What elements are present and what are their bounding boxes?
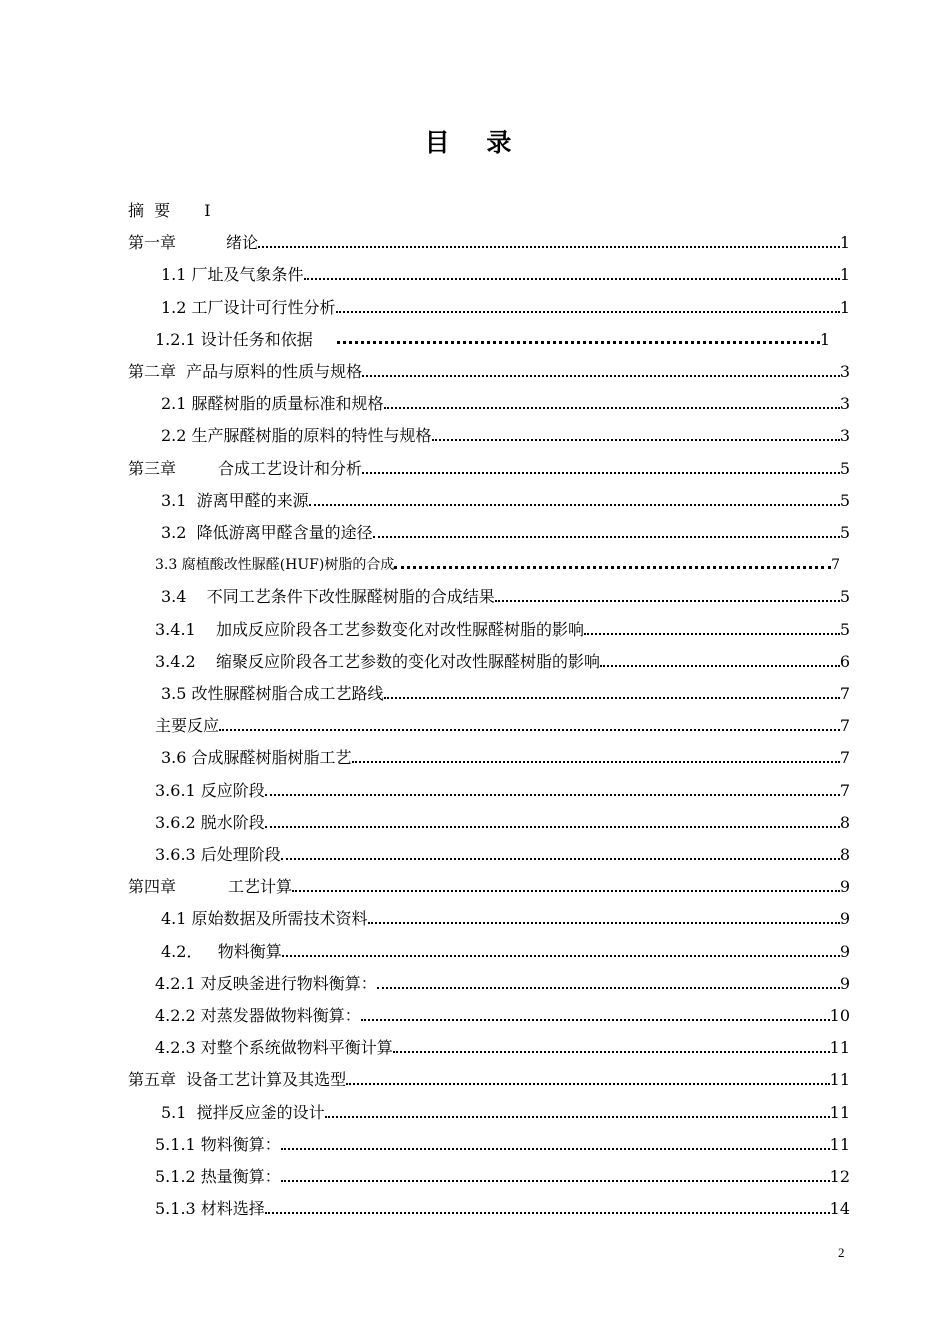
- toc-entry-page: 5: [839, 491, 850, 510]
- toc-entry-label: 3.6 合成脲醛树脂树脂工艺: [161, 748, 352, 767]
- toc-entry[interactable]: [155, 550, 840, 576]
- toc-entry[interactable]: [155, 808, 850, 834]
- toc-entry-page: 3: [839, 426, 850, 445]
- toc-entry[interactable]: [161, 389, 850, 415]
- toc-entry[interactable]: [155, 615, 850, 641]
- toc-dot-leader: [362, 355, 840, 377]
- toc-dot-leader: [352, 741, 840, 763]
- toc-entry-page: 5: [839, 587, 850, 606]
- toc-entry[interactable]: [128, 1065, 850, 1091]
- toc-entry-label: 5.1.1 物料衡算：: [155, 1135, 281, 1154]
- toc-dot-leader: [495, 580, 840, 602]
- toc-entry-label: 第三章: [128, 459, 177, 478]
- toc-entry[interactable]: [155, 969, 850, 995]
- toc-entry-abstract[interactable]: [128, 196, 328, 222]
- toc-entry-page: 5: [839, 523, 850, 542]
- toc-entry-label: 5.1.3 材料选择: [155, 1199, 265, 1218]
- toc-entry[interactable]: [155, 840, 850, 866]
- toc-entry-title: 合成工艺设计和分析: [218, 459, 363, 478]
- toc-dot-leader: [346, 1063, 829, 1085]
- toc-entry-label: 1.1 厂址及气象条件: [161, 265, 304, 284]
- toc-entry-page: 1: [839, 265, 850, 284]
- toc-entry-label: 主要反应: [155, 716, 220, 735]
- toc-entry[interactable]: [161, 486, 850, 512]
- toc-entry-label: 3.1 游离甲醛的来源: [161, 491, 309, 510]
- toc-entry-label: 第四章: [128, 877, 177, 896]
- toc-entry[interactable]: [161, 743, 850, 769]
- toc-entry[interactable]: [161, 1098, 850, 1124]
- toc-entry-page: 9: [839, 974, 850, 993]
- toc-entry-page: 8: [839, 845, 850, 864]
- toc-dot-leader: [336, 291, 840, 313]
- toc-entry-page: 7: [839, 748, 850, 767]
- toc-entry-page: 1: [819, 330, 830, 349]
- toc-entry-label: 2.1 脲醛树脂的质量标准和规格: [161, 394, 384, 413]
- toc-dot-leader: [337, 321, 820, 344]
- toc-entry-label: 3.4.2 缩聚反应阶段各工艺参数的变化对改性脲醛树脂的影响: [155, 652, 601, 671]
- toc-entry-label: 3.2 降低游离甲醛含量的途径: [161, 523, 373, 542]
- toc-entry[interactable]: [128, 454, 850, 480]
- toc-entry[interactable]: [161, 518, 850, 544]
- toc-entry-label: 3.4.1 加成反应阶段各工艺参数变化对改性脲醛树脂的影响: [155, 620, 585, 639]
- toc-dot-leader: [384, 387, 840, 409]
- page-title: 目 录: [424, 128, 526, 157]
- toc-dot-leader: [393, 1031, 830, 1053]
- toc-entry[interactable]: [155, 647, 850, 673]
- toc-entry[interactable]: [155, 1162, 850, 1188]
- toc-entry-page: 5: [839, 459, 850, 478]
- toc-entry-page: 11: [829, 1103, 850, 1122]
- toc-entry-label: 4.2.1 对反映釜进行物料衡算：: [155, 974, 377, 993]
- toc-entry-title: 工艺计算: [228, 877, 293, 896]
- toc-dot-leader: [432, 419, 840, 441]
- toc-entry[interactable]: [155, 711, 850, 737]
- toc-dot-leader: [281, 1160, 830, 1182]
- toc-entry-label: 4.2.2 对蒸发器做物料衡算：: [155, 1006, 361, 1025]
- toc-entry-label: 第二章 产品与原料的性质与规格: [128, 362, 363, 381]
- toc-entry-page: 1: [839, 233, 850, 252]
- toc-dot-leader: [377, 967, 840, 989]
- toc-dot-leader: [281, 838, 840, 860]
- toc-entry[interactable]: [155, 1194, 850, 1220]
- toc-entry[interactable]: [155, 325, 830, 351]
- toc-entry-page: 5: [839, 620, 850, 639]
- toc-entry-page: 1: [839, 298, 850, 317]
- toc-dot-leader: [362, 452, 840, 474]
- toc-dot-leader: [394, 546, 831, 569]
- toc-entry-page: 7: [839, 781, 850, 800]
- toc-dot-leader: [368, 902, 840, 924]
- toc-dot-leader: [309, 484, 840, 506]
- toc-dot-leader: [219, 709, 840, 731]
- toc-entry-page: 12: [829, 1167, 850, 1186]
- toc-entry-page: 9: [839, 877, 850, 896]
- toc-entry[interactable]: [161, 937, 850, 963]
- toc-entry[interactable]: [161, 293, 850, 319]
- toc-entry[interactable]: [161, 904, 850, 930]
- toc-entry-page: 3: [839, 394, 850, 413]
- toc-dot-leader: [282, 935, 840, 957]
- toc-entry-label: 第一章: [128, 233, 177, 252]
- toc-entry-page: 7: [831, 557, 840, 573]
- toc-dot-leader: [361, 999, 830, 1021]
- toc-entry[interactable]: [161, 421, 850, 447]
- toc-entry-label: 3.4 不同工艺条件下改性脲醛树脂的合成结果: [161, 587, 495, 606]
- toc-entry[interactable]: [128, 357, 850, 383]
- toc-dot-leader: [384, 677, 840, 699]
- toc-entry-page: 9: [839, 942, 850, 961]
- toc-entry-label: 1.2.1 设计任务和依据: [155, 330, 313, 349]
- toc-dot-leader: [600, 645, 840, 667]
- toc-entry-page: I: [204, 201, 211, 220]
- toc-entry-label: 5.1.2 热量衡算：: [155, 1167, 281, 1186]
- toc-entry-page: 3: [839, 362, 850, 381]
- toc-dot-leader: [584, 613, 840, 635]
- toc-entry-page: 9: [839, 909, 850, 928]
- toc-entry-page: 14: [829, 1199, 850, 1218]
- toc-entry-page: 7: [839, 684, 850, 703]
- toc-entry-label: 第五章 设备工艺计算及其选型: [128, 1070, 347, 1089]
- toc-entry[interactable]: [161, 260, 850, 286]
- toc-entry-label: 3.6.3 后处理阶段: [155, 845, 281, 864]
- toc-entry-label: 4.2． 物料衡算: [161, 942, 282, 961]
- toc-entry-page: 11: [829, 1135, 850, 1154]
- toc-dot-leader: [265, 806, 840, 828]
- toc-entry-label: 5.1 搅拌反应釜的设计: [161, 1103, 325, 1122]
- toc-dot-leader: [258, 226, 840, 248]
- toc-entry-label: 3.6.1 反应阶段: [155, 781, 265, 800]
- toc-dot-leader: [265, 774, 840, 796]
- toc-dot-leader: [265, 1192, 830, 1214]
- toc-entry[interactable]: [128, 228, 850, 254]
- toc-entry[interactable]: [161, 582, 850, 608]
- toc-entry-label: 4.2.3 对整个系统做物料平衡计算: [155, 1038, 393, 1057]
- toc-dot-leader: [292, 870, 840, 892]
- toc-entry-page: 11: [829, 1070, 850, 1089]
- toc-dot-leader: [373, 516, 840, 538]
- toc-dot-leader: [325, 1096, 830, 1118]
- toc-entry-page: 8: [839, 813, 850, 832]
- toc-entry-page: 7: [839, 716, 850, 735]
- toc-entry[interactable]: [155, 776, 850, 802]
- toc-entry[interactable]: [155, 1130, 850, 1156]
- toc-entry[interactable]: [161, 679, 850, 705]
- toc-entry-label: 1.2 工厂设计可行性分析: [161, 298, 336, 317]
- toc-entry[interactable]: [128, 872, 850, 898]
- toc-entry-label: 4.1 原始数据及所需技术资料: [161, 909, 368, 928]
- toc-entry-label: 摘 要: [128, 201, 171, 220]
- toc-entry-page: 10: [829, 1006, 850, 1025]
- toc-entry[interactable]: [155, 1033, 850, 1059]
- toc-entry-page: 11: [829, 1038, 850, 1057]
- toc-entry-label: 3.3 腐植酸改性脲醛(HUF)树脂的合成: [155, 557, 395, 573]
- toc-entry[interactable]: [155, 1001, 850, 1027]
- toc-dot-leader: [304, 258, 840, 280]
- toc-entry-title: 绪论: [226, 233, 259, 252]
- toc-entry-label: 3.6.2 脱水阶段: [155, 813, 265, 832]
- toc-entry-label: 3.5 改性脲醛树脂合成工艺路线: [161, 684, 384, 703]
- page-number: 2: [838, 1245, 845, 1260]
- toc-entry-page: 6: [839, 652, 850, 671]
- toc-dot-leader: [281, 1128, 830, 1150]
- toc-entry-label: 2.2 生产脲醛树脂的原料的特性与规格: [161, 426, 432, 445]
